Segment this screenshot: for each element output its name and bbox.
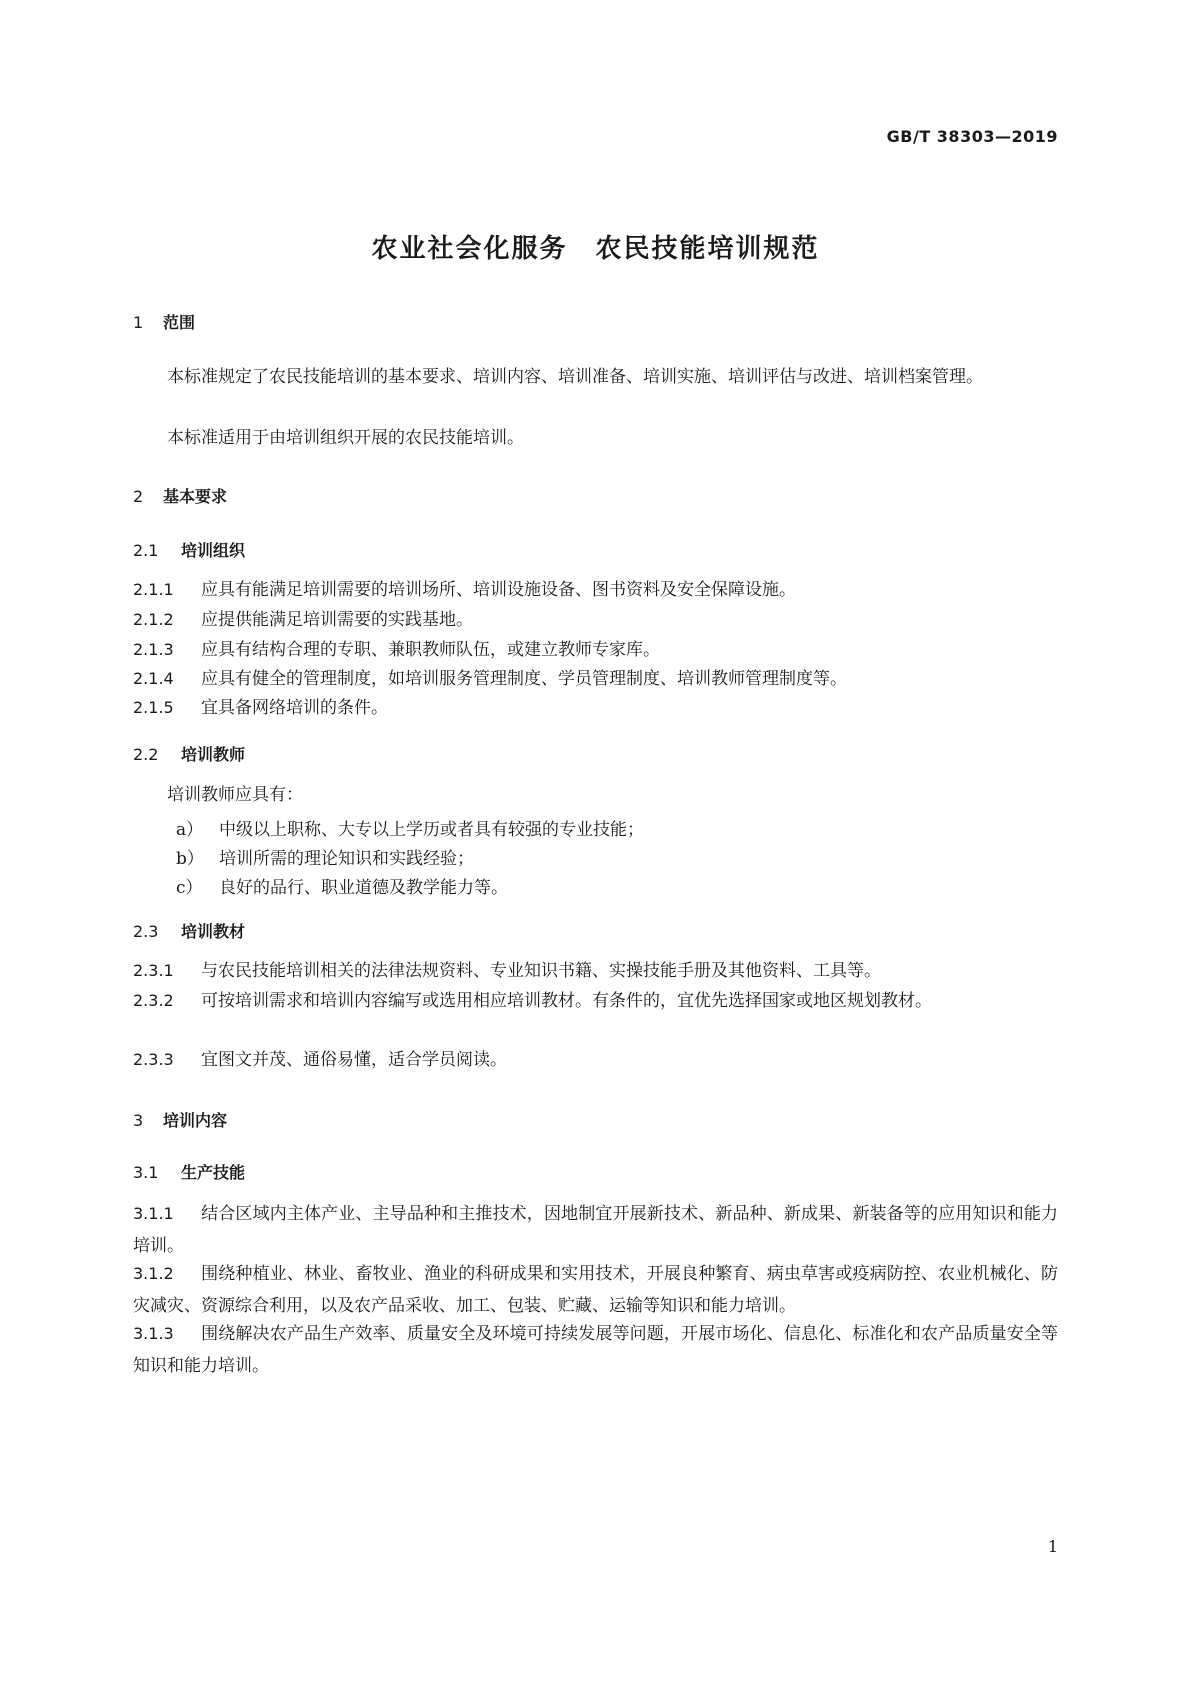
- clause-3-1-3: 3.1.3 围绕解决农产品生产效率、质量安全及环境可持续发展等问题，开展市场化、信息化、标准化和农产品质量安全等知识和能力培训。: [133, 1324, 1058, 1376]
- document-title: 农业社会化服务 农民技能培训规范: [371, 234, 820, 264]
- list-item-a: a） 中级以上职称、大专以上学历或者具有较强的专业技能；: [176, 820, 644, 840]
- clause-3-1-2: 3.1.2 围绕种植业、林业、畜牧业、渔业的科研成果和实用技术，开展良种繁育、病虫草害或疫病防控、农业机械化、防灾减灾、资源综合利用，以及农产品采收、加工、包装、贮藏、运输等知识和能力培训。: [133, 1264, 1058, 1316]
- section-3-heading: 3 培训内容: [133, 1111, 228, 1130]
- clause-2-3-1: 2.3.1 与农民技能培训相关的法律法规资料、专业知识书籍、实操技能手册及其他资料、工具等。: [133, 961, 881, 981]
- section-1-paragraph-1: 本标准规定了农民技能培训的基本要求、培训内容、培训准备、培训实施、培训评估与改进、培训档案管理。: [167, 367, 983, 387]
- clause-3-1-1: 3.1.1 结合区域内主体产业、主导品种和主推技术，因地制宜开展新技术、新品种、新成果、新装备等的应用知识和能力培训。: [133, 1204, 1058, 1256]
- teacher-intro: 培训教师应具有：: [167, 785, 303, 805]
- section-2-heading: 2 基本要求: [133, 487, 228, 506]
- section-1-paragraph-2: 本标准适用于由培训组织开展的农民技能培训。: [167, 428, 524, 448]
- clause-2-1-2: 2.1.2 应提供能满足培训需要的实践基地。: [133, 610, 473, 630]
- clause-2-1-3: 2.1.3 应具有结构合理的专职、兼职教师队伍，或建立教师专家库。: [133, 640, 660, 660]
- section-1-heading: 1 范围: [133, 313, 196, 332]
- section-2-2-heading: 2.2 培训教师: [133, 745, 246, 764]
- list-item-c: c） 良好的品行、职业道德及教学能力等。: [176, 878, 508, 898]
- section-3-1-heading: 3.1 生产技能: [133, 1163, 246, 1182]
- clause-2-1-4: 2.1.4 应具有健全的管理制度，如培训服务管理制度、学员管理制度、培训教师管理制度等。: [133, 669, 847, 689]
- clause-2-3-2: 2.3.2 可按培训需求和培训内容编写或选用相应培训教材。有条件的，宜优先选择国家或地区规划教材。: [133, 991, 932, 1011]
- section-2-3-heading: 2.3 培训教材: [133, 922, 246, 941]
- clause-2-1-1: 2.1.1 应具有能满足培训需要的培训场所、培训设施设备、图书资料及安全保障设施。: [133, 580, 796, 600]
- list-item-b: b） 培训所需的理论知识和实践经验；: [176, 849, 474, 869]
- standard-code: GB/T 38303—2019: [886, 127, 1058, 146]
- clause-2-3-3: 2.3.3 宜图文并茂、通俗易懂，适合学员阅读。: [133, 1050, 507, 1070]
- section-2-1-heading: 2.1 培训组织: [133, 541, 246, 560]
- page-number: 1: [1047, 1537, 1058, 1556]
- clause-2-1-5: 2.1.5 宜具备网络培训的条件。: [133, 698, 388, 718]
